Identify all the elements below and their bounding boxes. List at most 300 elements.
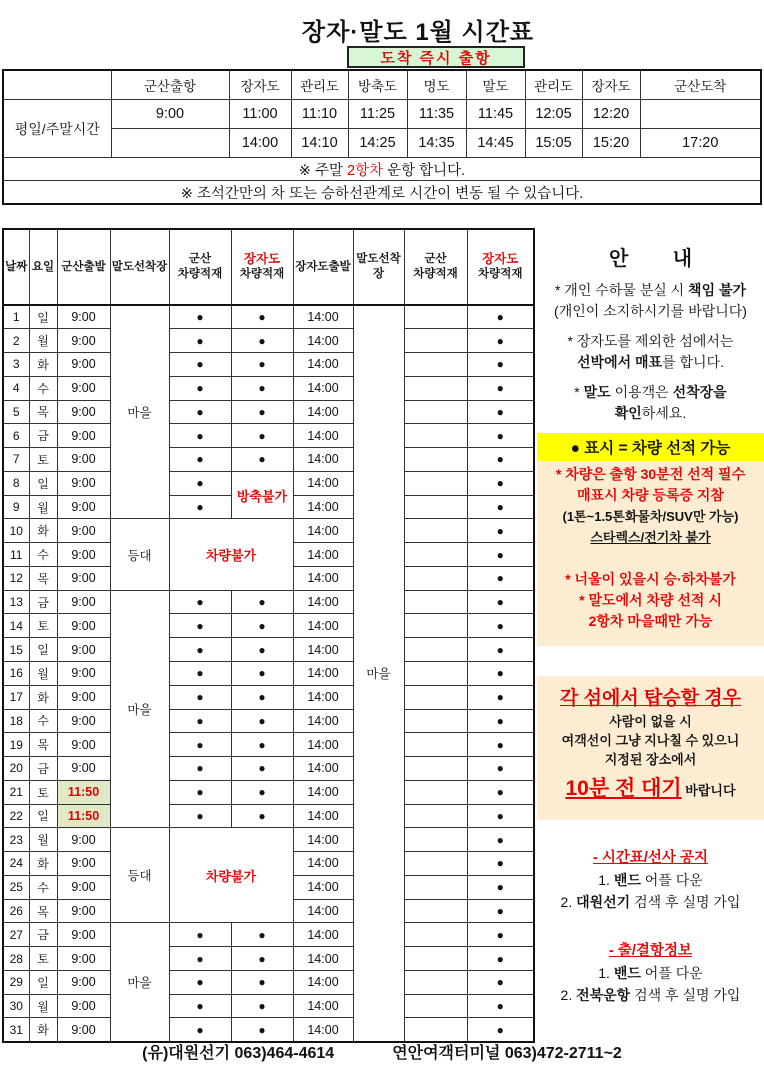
cell-day: 일 [29, 305, 57, 329]
cell-gunsan-load-dot: ● [169, 424, 231, 448]
cell-gunsan-depart: 9:00 [57, 471, 110, 495]
text-segment: 검색 후 실명 가입 [630, 894, 741, 910]
cell-right-jangja-load-dot: ● [467, 495, 534, 519]
cell-right-gunsan-load-empty [404, 661, 467, 685]
cell-gunsan-depart: 9:00 [57, 376, 110, 400]
cell-right-jangja-load-dot: ● [467, 448, 534, 472]
cell-jangja-depart: 14:00 [293, 733, 353, 757]
cell-jangja-load-dot: ● [231, 400, 293, 424]
cell-right-jangja-load-dot: ● [467, 899, 534, 923]
cell-day: 토 [29, 780, 57, 804]
cell-right-jangja-load-dot: ● [467, 970, 534, 994]
cell-date: 11 [3, 543, 29, 567]
cell-day: 금 [29, 590, 57, 614]
cell-date: 31 [3, 1018, 29, 1042]
text-segment: 운항 합니다. [383, 162, 466, 179]
cell-right-gunsan-load-empty [404, 376, 467, 400]
text-segment: 검색 후 실명 가입 [630, 987, 741, 1003]
cell-day: 목 [29, 400, 57, 424]
cell-jangja-load-dot: ● [231, 353, 293, 377]
text-segment: (개인이 소지하시기를 바랍니다) [554, 303, 747, 319]
cell-date: 20 [3, 757, 29, 781]
table-row [3, 376, 534, 400]
table-row [3, 828, 534, 852]
cell-gunsan-depart: 9:00 [57, 353, 110, 377]
text-segment: 책임 불가 [688, 282, 747, 298]
cell-gunsan-depart: 9:00 [57, 828, 110, 852]
text-segment: * 개인 수하물 분실 시 [554, 282, 689, 298]
cell-day: 월 [29, 495, 57, 519]
cell-day: 일 [29, 804, 57, 828]
main-header-cell [169, 229, 231, 305]
cell-gunsan-depart: 9:00 [57, 852, 110, 876]
table-row [3, 471, 534, 495]
text-segment: * 장자도를 제외한 섬에서는 [567, 333, 734, 349]
text-segment: 여객선이 그냥 지나칠 수 있으니 [561, 733, 740, 748]
weekend-2trips-note [3, 158, 761, 181]
cell-right-jangja-load-dot: ● [467, 566, 534, 590]
info-section-item [537, 984, 764, 1006]
header-line1: 군산 [188, 253, 212, 265]
cell-jangja-depart: 14:00 [293, 638, 353, 662]
notice-line [537, 382, 764, 403]
cell-right-jangja-load-dot: ● [467, 471, 534, 495]
cell-right-jangja-load-dot: ● [467, 519, 534, 543]
cell-day: 수 [29, 875, 57, 899]
text-segment: 어플 다운 [640, 872, 703, 888]
cell-jangja-load-dot: ● [231, 661, 293, 685]
trip1-time-cell: 11:25 [348, 100, 407, 129]
top-header-cell: 방축도 [348, 70, 407, 100]
table-row [3, 685, 534, 709]
cell-right-gunsan-load-empty [404, 638, 467, 662]
cell-right-gunsan-load-empty [404, 1018, 467, 1042]
cell-date: 28 [3, 947, 29, 971]
cell-day: 금 [29, 757, 57, 781]
cell-day: 일 [29, 638, 57, 662]
cell-jangja-load-dot: ● [231, 780, 293, 804]
cell-jangja-load-dot: ● [231, 614, 293, 638]
cell-gunsan-depart: 9:00 [57, 519, 110, 543]
cell-jangja-depart: 14:00 [293, 424, 353, 448]
cell-date: 4 [3, 376, 29, 400]
cell-gunsan-depart: 9:00 [57, 875, 110, 899]
trip1-time-cell: 11:35 [407, 100, 466, 129]
trip2-time-cell: 17:20 [640, 129, 761, 158]
cell-right-gunsan-load-empty [404, 733, 467, 757]
cell-gunsan-depart: 9:00 [57, 994, 110, 1018]
top-header-cell: 관리도 [291, 70, 348, 100]
cell-gunsan-load-dot: ● [169, 994, 231, 1018]
cell-right-jangja-load-dot: ● [467, 994, 534, 1018]
cell-gunsan-load-dot: ● [169, 661, 231, 685]
cell-day: 화 [29, 519, 57, 543]
cell-right-gunsan-load-empty [404, 923, 467, 947]
cell-gunsan-depart: 9:00 [57, 329, 110, 353]
daily-timetable [2, 228, 535, 1043]
boarding-line [537, 731, 764, 750]
cell-right-gunsan-load-empty [404, 400, 467, 424]
cell-jangja-depart: 14:00 [293, 709, 353, 733]
cell-jangja-depart: 14:00 [293, 828, 353, 852]
vehicle-loading-notice [537, 461, 764, 646]
cell-day: 수 [29, 709, 57, 733]
cell-right-jangja-load-dot: ● [467, 733, 534, 757]
text-segment: (1톤~1.5톤화물차/SUV만 가능) [562, 509, 739, 524]
trip2-time-cell: 14:35 [407, 129, 466, 158]
cell-gunsan-load-dot: ● [169, 400, 231, 424]
main-header-cell [353, 229, 404, 305]
cell-gunsan-depart: 9:00 [57, 899, 110, 923]
cell-gunsan-depart: 9:00 [57, 733, 110, 757]
table-row [3, 519, 534, 543]
main-header-row [3, 229, 534, 305]
cell-right-jangja-load-dot: ● [467, 305, 534, 329]
table-row [3, 804, 534, 828]
cell-vehicle-restriction: 차량불가 [169, 519, 293, 590]
cell-day: 금 [29, 923, 57, 947]
info-section-item [537, 891, 764, 913]
trip1-time-cell [640, 100, 761, 129]
cell-date: 12 [3, 566, 29, 590]
cell-jangja-depart: 14:00 [293, 970, 353, 994]
text-segment: 선착장을 [672, 384, 727, 400]
cell-right-jangja-load-dot: ● [467, 1018, 534, 1042]
top-header-row [3, 70, 761, 100]
cell-date: 19 [3, 733, 29, 757]
cell-jangja-load-dot: ● [231, 804, 293, 828]
cell-date: 2 [3, 329, 29, 353]
cell-right-gunsan-load-empty [404, 566, 467, 590]
cell-jangja-depart: 14:00 [293, 994, 353, 1018]
cell-date: 9 [3, 495, 29, 519]
cell-right-gunsan-load-empty [404, 852, 467, 876]
header-line1: 말도선착장 [111, 260, 168, 273]
top-header-cell: 장자도 [229, 70, 291, 100]
dot-legend: ● 표시 = 차량 선적 가능 [537, 433, 764, 461]
text-segment: - 출/결항정보 [609, 943, 692, 959]
cell-right-gunsan-load-empty [404, 590, 467, 614]
cell-day: 화 [29, 1018, 57, 1042]
cell-gunsan-depart: 9:00 [57, 638, 110, 662]
cell-right-jangja-load-dot: ● [467, 804, 534, 828]
text-segment: 말도 [583, 384, 611, 400]
cell-gunsan-load-dot: ● [169, 590, 231, 614]
cell-gunsan-depart: 9:00 [57, 947, 110, 971]
cell-day: 월 [29, 994, 57, 1018]
main-header-cell [57, 229, 110, 305]
cell-jangja-depart: 14:00 [293, 852, 353, 876]
text-segment: 1. [598, 872, 614, 888]
boarding-notice-lines [537, 712, 764, 769]
cell-jangja-depart: 14:00 [293, 353, 353, 377]
text-segment: * 말도에서 차량 선적 시 [579, 592, 722, 608]
cell-jangja-depart: 14:00 [293, 614, 353, 638]
wait-10min-line [537, 772, 764, 802]
general-notices [537, 280, 764, 424]
header-line2: 차량적재 [239, 268, 285, 280]
header-line1: 말도선착장 [356, 253, 401, 280]
cell-jangja-load-dot: ● [231, 994, 293, 1018]
vehicle-notice-line [537, 611, 764, 632]
cell-right-jangja-load-dot: ● [467, 424, 534, 448]
weekday-weekend-label: 평일/주말시간 [3, 100, 111, 158]
cell-right-jangja-load-dot: ● [467, 614, 534, 638]
text-segment: 바랍니다 [681, 783, 736, 798]
main-header-cell [3, 229, 29, 305]
text-segment: 밴드 [613, 965, 641, 981]
note2-row [3, 181, 761, 205]
cell-jangja-load-dot: ● [231, 376, 293, 400]
cell-date: 14 [3, 614, 29, 638]
main-header-cell [467, 229, 534, 305]
cell-right-jangja-load-dot: ● [467, 828, 534, 852]
trip2-time-cell: 14:25 [348, 129, 407, 158]
cell-gunsan-depart: 9:00 [57, 709, 110, 733]
cell-jangja-depart: 14:00 [293, 757, 353, 781]
text-segment: 2. [560, 987, 577, 1003]
trip1-time-cell: 11:00 [229, 100, 291, 129]
cell-maldo-dock: 마을 [110, 305, 169, 519]
cell-bangchuk-restriction: 방축불가 [231, 471, 293, 519]
cell-right-jangja-load-dot: ● [467, 947, 534, 971]
notice-paragraph [537, 331, 764, 373]
cell-day: 월 [29, 661, 57, 685]
cell-gunsan-load-dot: ● [169, 709, 231, 733]
cell-jangja-depart: 14:00 [293, 400, 353, 424]
cell-right-gunsan-load-empty [404, 970, 467, 994]
notice-paragraph [537, 280, 764, 322]
boarding-line [537, 712, 764, 731]
header-line1: 요일 [31, 260, 55, 273]
cell-jangja-depart: 14:00 [293, 305, 353, 329]
trip2-time-cell: 15:20 [582, 129, 640, 158]
cell-right-maldo-dock: 마을 [353, 305, 404, 1042]
cell-jangja-load-dot: ● [231, 638, 293, 662]
cell-jangja-depart: 14:00 [293, 543, 353, 567]
cell-date: 6 [3, 424, 29, 448]
top-header-cell: 관리도 [525, 70, 582, 100]
notice-line [537, 301, 764, 322]
table-row [3, 661, 534, 685]
trip1-row [3, 100, 761, 129]
cell-jangja-load-dot: ● [231, 329, 293, 353]
text-segment: * 차량은 출항 30분전 선적 필수 [555, 466, 746, 482]
cell-date: 29 [3, 970, 29, 994]
cell-gunsan-depart: 9:00 [57, 685, 110, 709]
info-section-title [537, 847, 764, 869]
trip2-time-cell: 14:00 [229, 129, 291, 158]
cell-right-jangja-load-dot: ● [467, 353, 534, 377]
cell-maldo-dock: 마을 [110, 590, 169, 828]
table-row [3, 448, 534, 472]
main-header-cell [404, 229, 467, 305]
cell-day: 월 [29, 329, 57, 353]
cell-right-jangja-load-dot: ● [467, 852, 534, 876]
trip1-time-cell: 9:00 [111, 100, 229, 129]
cell-right-gunsan-load-empty [404, 424, 467, 448]
cell-jangja-load-dot: ● [231, 590, 293, 614]
cell-right-jangja-load-dot: ● [467, 780, 534, 804]
cell-gunsan-load-dot: ● [169, 495, 231, 519]
text-segment: 스타렉스/전기차 불가 [590, 530, 711, 545]
cell-right-gunsan-load-empty [404, 804, 467, 828]
text-segment: 를 합니다. [662, 354, 724, 370]
text-segment: 대원선기 [576, 894, 631, 910]
cell-jangja-load-dot: ● [231, 1018, 293, 1042]
cell-right-jangja-load-dot: ● [467, 875, 534, 899]
text-segment: 10분 전 대기 [565, 777, 682, 800]
cell-right-gunsan-load-empty [404, 543, 467, 567]
notice-line [537, 331, 764, 352]
text-segment: ※ 조석간만의 차 또는 승하선관계로 시간이 변동 될 수 있습니다. [180, 185, 584, 202]
cell-jangja-load-dot: ● [231, 305, 293, 329]
cell-date: 1 [3, 305, 29, 329]
text-segment: 이용객은 [610, 384, 673, 400]
vehicle-notice-line [537, 464, 764, 485]
text-segment: 매표시 차량 등록증 지참 [577, 487, 724, 503]
cell-jangja-depart: 14:00 [293, 661, 353, 685]
cell-right-gunsan-load-empty [404, 448, 467, 472]
cell-day: 수 [29, 376, 57, 400]
tide-variation-note [3, 181, 761, 205]
cell-gunsan-depart: 9:00 [57, 1018, 110, 1042]
cell-right-jangja-load-dot: ● [467, 400, 534, 424]
cell-gunsan-load-dot: ● [169, 685, 231, 709]
cell-jangja-load-dot: ● [231, 947, 293, 971]
cell-jangja-load-dot: ● [231, 923, 293, 947]
header-line2: 차량적재 [413, 268, 458, 280]
cell-right-jangja-load-dot: ● [467, 543, 534, 567]
cell-right-gunsan-load-empty [404, 757, 467, 781]
cell-gunsan-load-dot: ● [169, 471, 231, 495]
text-segment: - 시간표/선사 공지 [593, 850, 708, 866]
table-row [3, 947, 534, 971]
cell-gunsan-load-dot: ● [169, 305, 231, 329]
trip2-time-cell [111, 129, 229, 158]
boarding-notice-title [537, 686, 764, 712]
cell-jangja-depart: 14:00 [293, 471, 353, 495]
cell-gunsan-load-dot: ● [169, 329, 231, 353]
cell-jangja-depart: 14:00 [293, 804, 353, 828]
table-row [3, 923, 534, 947]
header-line1: 날짜 [5, 260, 28, 273]
cell-gunsan-depart: 9:00 [57, 543, 110, 567]
text-segment: 선박에서 매표 [577, 354, 663, 370]
cell-gunsan-load-dot: ● [169, 757, 231, 781]
cell-gunsan-depart: 11:50 [57, 804, 110, 828]
cell-right-jangja-load-dot: ● [467, 329, 534, 353]
cell-right-jangja-load-dot: ● [467, 661, 534, 685]
text-segment: 2. [560, 894, 577, 910]
app-info-sections [537, 847, 764, 1006]
cell-gunsan-depart: 9:00 [57, 305, 110, 329]
text-segment: 각 섬에서 탑승할 경우 [559, 688, 742, 709]
text-segment: 밴드 [613, 872, 641, 888]
cell-day: 목 [29, 899, 57, 923]
text-segment: * [574, 384, 584, 400]
trip2-time-cell: 14:10 [291, 129, 348, 158]
cell-gunsan-depart: 9:00 [57, 970, 110, 994]
cell-jangja-depart: 14:00 [293, 923, 353, 947]
trip1-time-cell: 12:20 [582, 100, 640, 129]
cell-gunsan-load-dot: ● [169, 448, 231, 472]
table-row [3, 424, 534, 448]
cell-jangja-depart: 14:00 [293, 495, 353, 519]
info-section-item [537, 962, 764, 984]
table-row [3, 780, 534, 804]
cell-right-gunsan-load-empty [404, 994, 467, 1018]
cell-jangja-load-dot: ● [231, 448, 293, 472]
notice-line [537, 403, 764, 424]
cell-date: 26 [3, 899, 29, 923]
cell-right-gunsan-load-empty [404, 947, 467, 971]
cell-gunsan-depart: 9:00 [57, 566, 110, 590]
cell-right-gunsan-load-empty [404, 685, 467, 709]
cell-jangja-load-dot: ● [231, 757, 293, 781]
cell-gunsan-depart: 9:00 [57, 590, 110, 614]
cell-jangja-depart: 14:00 [293, 875, 353, 899]
table-row [3, 400, 534, 424]
table-row [3, 994, 534, 1018]
header-line1: 장자도 [482, 252, 519, 266]
cell-jangja-depart: 14:00 [293, 947, 353, 971]
table-row [3, 1018, 534, 1042]
cell-right-gunsan-load-empty [404, 329, 467, 353]
cell-jangja-load-dot: ● [231, 685, 293, 709]
header-line2: 차량적재 [478, 268, 523, 280]
cell-right-gunsan-load-empty [404, 519, 467, 543]
cell-gunsan-load-dot: ● [169, 353, 231, 377]
cell-day: 토 [29, 614, 57, 638]
cell-right-jangja-load-dot: ● [467, 923, 534, 947]
note1-row [3, 158, 761, 181]
cell-date: 21 [3, 780, 29, 804]
cell-day: 수 [29, 543, 57, 567]
trip1-time-cell: 11:45 [466, 100, 525, 129]
cell-jangja-depart: 14:00 [293, 519, 353, 543]
cell-right-gunsan-load-empty [404, 875, 467, 899]
page-title: 장자·말도 1월 시간표 [301, 19, 535, 46]
cell-day: 목 [29, 733, 57, 757]
cell-right-gunsan-load-empty [404, 471, 467, 495]
cell-jangja-depart: 14:00 [293, 899, 353, 923]
cell-gunsan-load-dot: ● [169, 638, 231, 662]
top-header-cell: 말도 [466, 70, 525, 100]
cell-vehicle-restriction: 차량불가 [169, 828, 293, 923]
cell-right-gunsan-load-empty [404, 709, 467, 733]
cell-date: 10 [3, 519, 29, 543]
notice-line [537, 352, 764, 373]
cell-date: 16 [3, 661, 29, 685]
cell-gunsan-load-dot: ● [169, 804, 231, 828]
table-row [3, 329, 534, 353]
table-row [3, 638, 534, 662]
cell-jangja-depart: 14:00 [293, 685, 353, 709]
text-segment: 확인 [614, 405, 642, 421]
cell-gunsan-load-dot: ● [169, 376, 231, 400]
text-segment: 지정된 장소에서 [604, 752, 697, 767]
cell-right-jangja-load-dot: ● [467, 376, 534, 400]
table-row [3, 353, 534, 377]
cell-gunsan-depart: 9:00 [57, 661, 110, 685]
cell-gunsan-load-dot: ● [169, 1018, 231, 1042]
cell-right-gunsan-load-empty [404, 305, 467, 329]
cell-gunsan-depart: 9:00 [57, 757, 110, 781]
vehicle-notice-line [537, 485, 764, 506]
cell-day: 토 [29, 448, 57, 472]
cell-gunsan-load-dot: ● [169, 923, 231, 947]
